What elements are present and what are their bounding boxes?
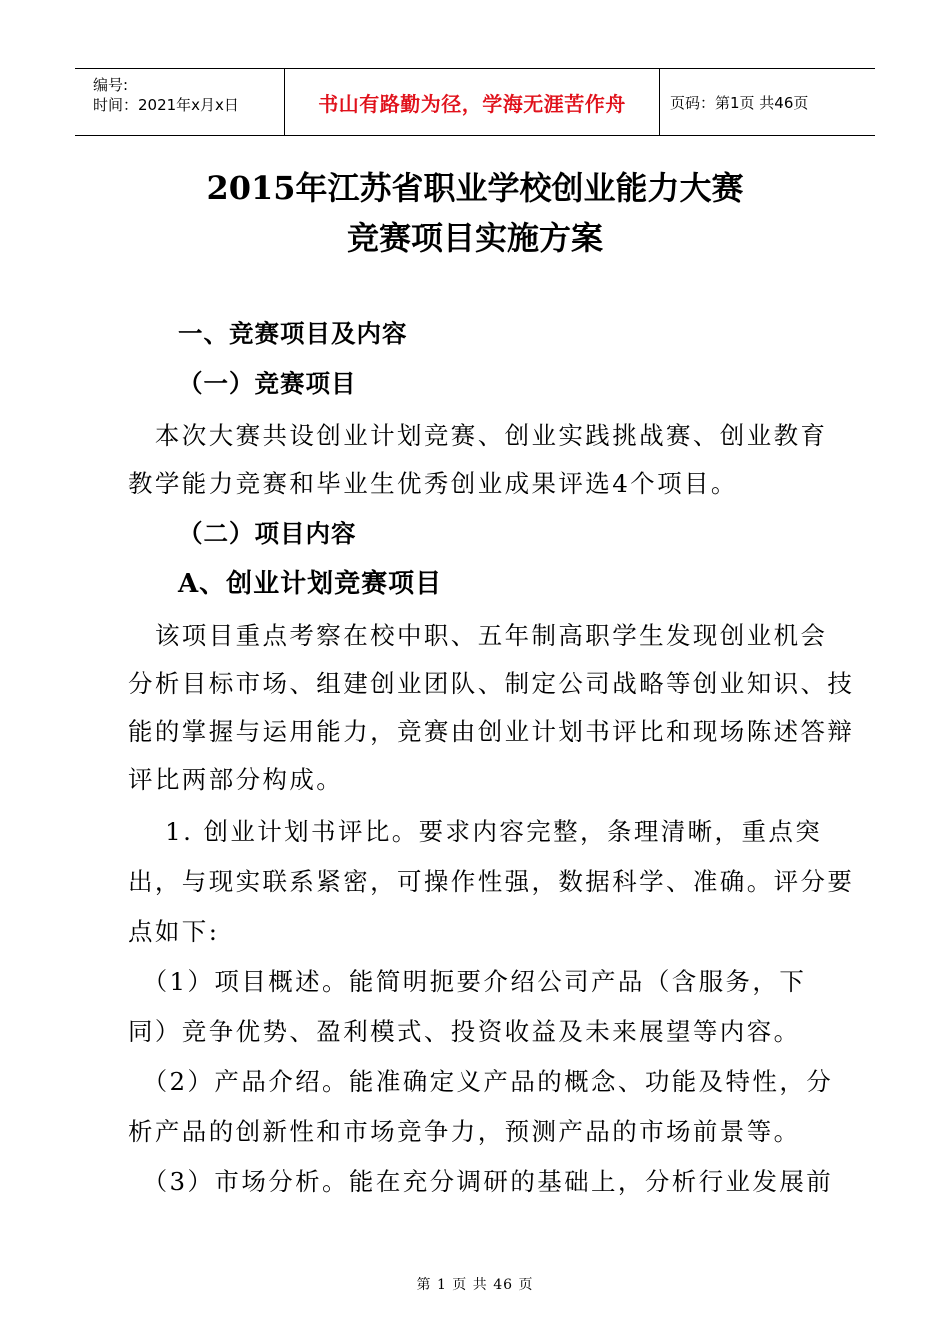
paragraph-line: 教学能力竞赛和毕业生优秀创业成果评选4个项目。 (128, 469, 738, 498)
paragraph-line: 同）竞争优势、盈利模式、投资收益及未来展望等内容。 (128, 1017, 801, 1046)
header-page-info: 页码：第1页 共46页 (670, 93, 809, 112)
page-footer: 第 1 页 共 46 页 (416, 1277, 534, 1293)
paragraph-line: （3）市场分析。能在充分调研的基础上，分析行业发展前 (128, 1167, 834, 1196)
paragraph-line: 点如下: (128, 917, 220, 946)
paragraph-line: 评比两部分构成。 (128, 765, 344, 794)
document-header (75, 68, 875, 136)
paragraph-line: 该项目重点考察在校中职、五年制高职学生发现创业机会 (128, 621, 828, 650)
document-title-line1: 2015年江苏省职业学校创业能力大赛 (206, 169, 744, 207)
paragraph-line: （1）项目概述。能简明扼要介绍公司产品（含服务，下 (128, 967, 807, 996)
subsection-heading-2: （二）项目内容 (178, 519, 357, 548)
paragraph-line: 1. 创业计划书评比。要求内容完整，条理清晰，重点突 (128, 817, 823, 846)
paragraph-line: 分析目标市场、组建创业团队、制定公司战略等创业知识、技 (128, 669, 855, 698)
section-heading-1: 一、竞赛项目及内容 (178, 319, 408, 348)
paragraph-line: 出，与现实联系紧密，可操作性强，数据科学、准确。评分要 (128, 867, 855, 896)
number-label: 编号: (93, 76, 129, 94)
header-motto: 书山有路勤为径，学海无涯苦作舟 (285, 69, 660, 135)
paragraph-line: 本次大赛共设创业计划竞赛、创业实践挑战赛、创业教育 (128, 421, 828, 450)
time-label: 时间：2021年x月x日 (93, 96, 239, 114)
paragraph-line: 能的掌握与运用能力，竞赛由创业计划书评比和现场陈述答辩 (128, 717, 855, 746)
document-title-line2: 竞赛项目实施方案 (346, 219, 603, 257)
header-meta (75, 69, 285, 135)
subsection-heading-1: （一）竞赛项目 (178, 369, 357, 398)
paragraph-line: 析产品的创新性和市场竞争力，预测产品的市场前景等。 (128, 1117, 801, 1146)
item-heading-a: A、创业计划竞赛项目 (178, 569, 443, 599)
paragraph-line: （2）产品介绍。能准确定义产品的概念、功能及特性，分 (128, 1067, 834, 1096)
